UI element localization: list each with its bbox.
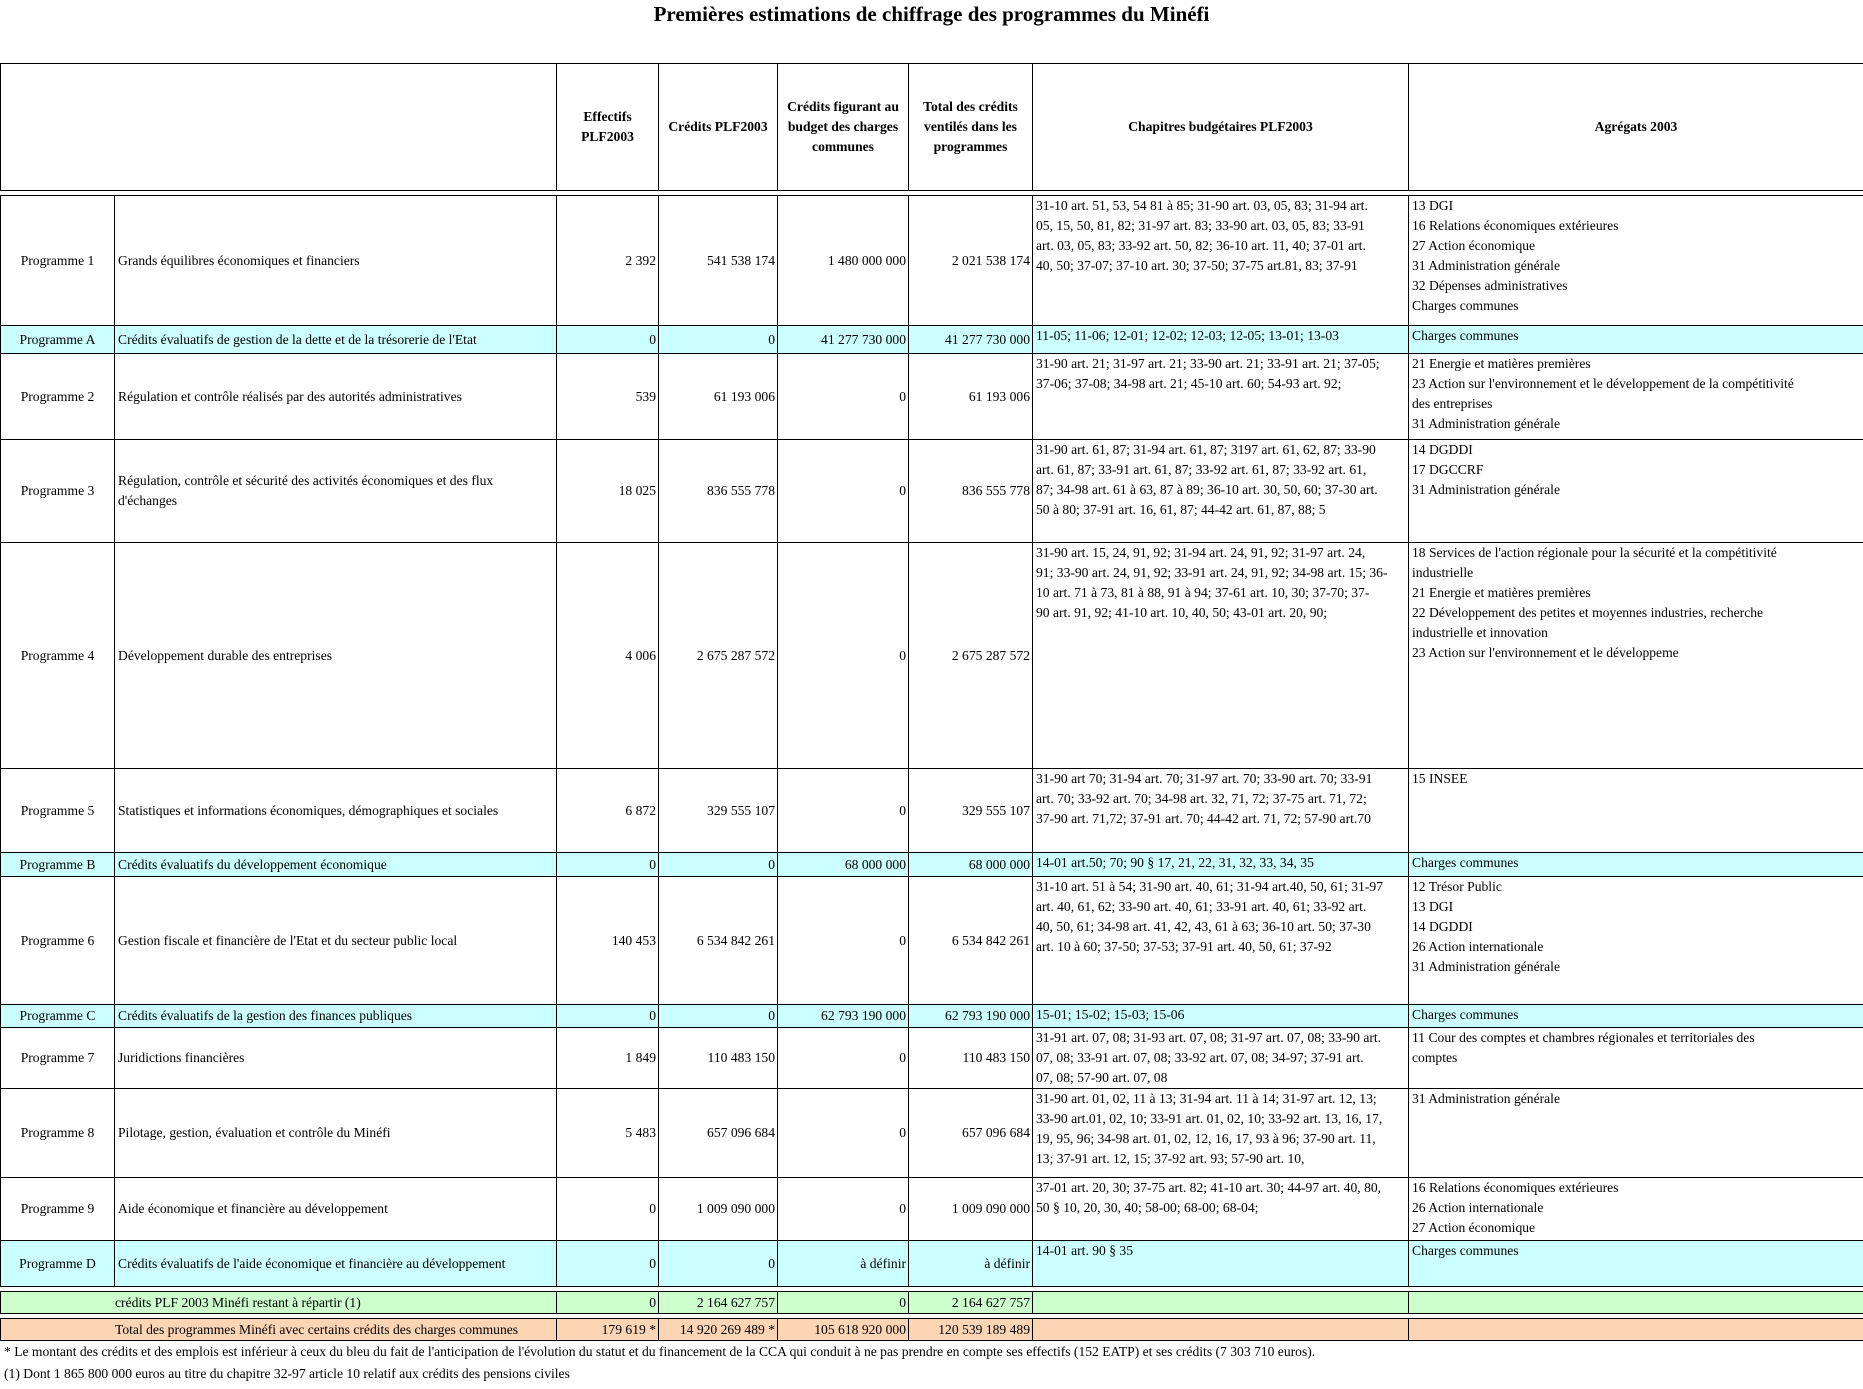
program-code: Programme 1 [1, 196, 115, 326]
total-value: 329 555 107 [909, 769, 1033, 853]
chapitres-cell [1033, 543, 1409, 769]
credits-value: 14 920 269 489 * [659, 1319, 778, 1341]
agregat-line: Charges communes [1412, 1007, 1519, 1022]
charges-communes-value: 0 [778, 1178, 909, 1241]
program-code: Programme 9 [1, 1178, 115, 1241]
agregats-cell [1409, 1241, 1863, 1287]
charges-communes-value: 0 [778, 1089, 909, 1178]
agregat-line: 31 Administration générale [1412, 482, 1560, 497]
chapitre-line: 19, 95, 96; 34-98 art. 01, 02, 12, 16, 17, 93 à 96; 37-90 art. 11, [1036, 1131, 1376, 1146]
agregat-line: 21 Energie et matières premières [1412, 585, 1591, 600]
header-empty [1, 64, 557, 191]
credits-value: 2 164 627 757 [659, 1292, 778, 1314]
footnote-1: (1) Dont 1 865 800 000 euros au titre du chapitre 32-97 article 10 relatif aux crédits des pensions civiles [4, 1366, 570, 1381]
charges-communes-value: 0 [778, 354, 909, 440]
program-code: Programme 6 [1, 877, 115, 1005]
chapitre-line: 05, 15, 50, 81, 82; 31-97 art. 83; 33-90 art. 03, 05, 83; 33-91 [1036, 218, 1365, 233]
total-value: 657 096 684 [909, 1089, 1033, 1178]
charges-communes-value: 0 [778, 877, 909, 1005]
chapitre-line: 31-90 art. 61, 87; 31-94 art. 61, 87; 3197 art. 61, 62, 87; 33-90 [1036, 442, 1376, 457]
chapitre-line: 31-10 art. 51, 53, 54 81 à 85; 31-90 art. 03, 05, 83; 31-94 art. [1036, 198, 1368, 213]
agregats-cell [1409, 1178, 1863, 1241]
chapitre-line: 07, 08; 57-90 art. 07, 08 [1036, 1070, 1168, 1085]
effectifs-value: 0 [557, 1241, 659, 1287]
charges-communes-value: 41 277 730 000 [778, 326, 909, 354]
header-row [1, 64, 1863, 191]
agregat-line: 23 Action sur l'environnement et le développement de la compétitivité [1412, 376, 1794, 391]
chapitre-line: 13; 37-91 art. 12, 15; 37-92 art. 93; 57-90 art. 10, [1036, 1151, 1305, 1166]
chapitre-line: 11-05; 11-06; 12-01; 12-02; 12-03; 12-05; 13-01; 13-03 [1036, 328, 1339, 343]
program-code: Programme 3 [1, 440, 115, 543]
chapitre-line: 31-90 art. 21; 31-97 art. 21; 33-90 art. 21; 33-91 art. 21; 37-05; [1036, 356, 1380, 371]
credits-value: 0 [659, 1005, 778, 1028]
agregats-cell [1409, 877, 1863, 1005]
agregat-line: 16 Relations économiques extérieures [1412, 1180, 1619, 1195]
agregat-line: 23 Action sur l'environnement et le développeme [1412, 645, 1679, 660]
page-title: Premières estimations de chiffrage des programmes du Minéfi [653, 2, 1210, 26]
credits-value: 6 534 842 261 [659, 877, 778, 1005]
chapitres-cell [1033, 1178, 1409, 1241]
agregats-cell [1409, 1028, 1863, 1089]
chapitre-line: 31-90 art. 15, 24, 91, 92; 31-94 art. 24, 91, 92; 31-97 art. 24, [1036, 545, 1366, 560]
credits-value: 657 096 684 [659, 1089, 778, 1178]
effectifs-value: 4 006 [557, 543, 659, 769]
program-label: Développement durable des entreprises [115, 543, 557, 769]
effectifs-value: 539 [557, 354, 659, 440]
agregat-line: 15 INSEE [1412, 771, 1468, 786]
agregats-cell [1409, 196, 1863, 326]
effectifs-value: 0 [557, 326, 659, 354]
program-label: Statistiques et informations économiques, démographiques et sociales [115, 769, 557, 853]
effectifs-value: 0 [557, 853, 659, 877]
chapitre-line: 37-06; 37-08; 34-98 art. 21; 45-10 art. 60; 54-93 art. 92; [1036, 376, 1342, 391]
effectifs-value: 6 872 [557, 769, 659, 853]
agregat-line: Charges communes [1412, 855, 1519, 870]
chapitres-cell [1033, 196, 1409, 326]
total-value: 41 277 730 000 [909, 326, 1033, 354]
chapitres-cell [1033, 440, 1409, 543]
effectifs-value: 5 483 [557, 1089, 659, 1178]
chapitre-line: 33-90 art.01, 02, 10; 33-91 art. 01, 02, 10; 33-92 art. 13, 16, 17, [1036, 1111, 1383, 1126]
totals-row-label: Total des programmes Minéfi avec certains crédits des charges communes [1, 1319, 557, 1341]
chapitres-cell [1033, 1089, 1409, 1178]
total-value: 2 021 538 174 [909, 196, 1033, 326]
chapitre-line: 50 à 80; 37-91 art. 16, 61, 87; 44-42 art. 61, 87, 88; 5 [1036, 502, 1326, 517]
agregat-line: 31 Administration générale [1412, 416, 1560, 431]
chapitre-line: 31-90 art. 01, 02, 11 à 13; 31-94 art. 11 à 14; 31-97 art. 12, 13; [1036, 1091, 1377, 1106]
chapitre-line: 14-01 art. 90 § 35 [1036, 1243, 1134, 1258]
charges-communes-value: 68 000 000 [778, 853, 909, 877]
header-credits: Crédits PLF2003 [659, 64, 778, 191]
effectifs-value: 2 392 [557, 196, 659, 326]
chapitre-line: 37-90 art. 71,72; 37-91 art. 70; 44-42 art. 71, 72; 57-90 art.70 [1036, 811, 1371, 826]
charges-communes-value: 0 [778, 1292, 909, 1314]
charges-communes-value: 0 [778, 1028, 909, 1089]
total-value: à définir [909, 1241, 1033, 1287]
chapitre-line: art. 03, 05, 83; 33-92 art. 50, 82; 36-10 art. 11, 40; 37-01 art. [1036, 238, 1366, 253]
agregat-line: 31 Administration générale [1412, 258, 1560, 273]
credits-value: 0 [659, 326, 778, 354]
chapitres-cell [1033, 877, 1409, 1005]
program-label: Crédits évaluatifs de gestion de la dette et de la trésorerie de l'Etat [115, 326, 557, 354]
table-row [1, 440, 1863, 543]
table-row [1, 1028, 1863, 1089]
chapitre-line: 31-10 art. 51 à 54; 31-90 art. 40, 61; 31-94 art.40, 50, 61; 31-97 [1036, 879, 1383, 894]
charges-communes-value: à définir [778, 1241, 909, 1287]
charges-communes-value: 0 [778, 769, 909, 853]
chapitre-line: 90 art. 91, 92; 41-10 art. 10, 40, 50; 43-01 art. 20, 90; [1036, 605, 1328, 620]
agregat-line: comptes [1412, 1050, 1458, 1065]
program-label: Crédits évaluatifs de la gestion des finances publiques [115, 1005, 557, 1028]
agregat-line: 22 Développement des petites et moyennes industries, recherche [1412, 605, 1764, 620]
effectifs-value: 0 [557, 1005, 659, 1028]
agregats-cell [1409, 1089, 1863, 1178]
chapitres-cell [1033, 326, 1409, 354]
chapitre-line: 15-01; 15-02; 15-03; 15-06 [1036, 1007, 1185, 1022]
agregat-line: 17 DGCCRF [1412, 462, 1484, 477]
credits-value: 61 193 006 [659, 354, 778, 440]
agregat-line: 32 Dépenses administratives [1412, 278, 1568, 293]
totals-row [1, 1319, 1863, 1341]
program-code: Programme C [1, 1005, 115, 1028]
program-code: Programme 5 [1, 769, 115, 853]
agregat-line: 14 DGDDI [1412, 919, 1473, 934]
agregat-line: 31 Administration générale [1412, 1091, 1560, 1106]
total-value: 62 793 190 000 [909, 1005, 1033, 1028]
credits-value: 110 483 150 [659, 1028, 778, 1089]
effectifs-value: 0 [557, 1292, 659, 1314]
charges-communes-value: 62 793 190 000 [778, 1005, 909, 1028]
credits-value: 1 009 090 000 [659, 1178, 778, 1241]
chapitre-line: 31-91 art. 07, 08; 31-93 art. 07, 08; 31-97 art. 07, 08; 33-90 art. [1036, 1030, 1382, 1045]
agregats-cell [1409, 354, 1863, 440]
header-agregats: Agrégats 2003 [1409, 64, 1863, 191]
effectifs-value: 140 453 [557, 877, 659, 1005]
agregat-line: 26 Action internationale [1412, 1200, 1544, 1215]
header-chapitres: Chapitres budgétaires PLF2003 [1033, 64, 1409, 191]
agregat-line: 18 Services de l'action régionale pour la sécurité et la compétitivité [1412, 545, 1777, 560]
agregat-line: industrielle [1412, 565, 1474, 580]
agregats-cell [1409, 769, 1863, 853]
remaining-row-label: crédits PLF 2003 Minéfi restant à répartir (1) [1, 1292, 557, 1314]
header-total: Total des crédits ventilés dans les programmes [909, 64, 1033, 191]
credits-value: 541 538 174 [659, 196, 778, 326]
agregats-cell [1409, 440, 1863, 543]
program-code: Programme 8 [1, 1089, 115, 1178]
program-label: Régulation, contrôle et sécurité des activités économiques et des flux d'échanges [115, 440, 557, 543]
chapitre-line: 87; 34-98 art. 61 à 63, 87 à 89; 36-10 art. 30, 50, 60; 37-30 art. [1036, 482, 1378, 497]
program-label: Juridictions financières [115, 1028, 557, 1089]
effectifs-value: 1 849 [557, 1028, 659, 1089]
agregat-line: 11 Cour des comptes et chambres régionales et territoriales des [1412, 1030, 1755, 1045]
table-row [1, 877, 1863, 1005]
chapitres-cell [1033, 769, 1409, 853]
program-label: Aide économique et financière au développement [115, 1178, 557, 1241]
effectifs-value: 18 025 [557, 440, 659, 543]
total-value: 2 164 627 757 [909, 1292, 1033, 1314]
charges-communes-value: 0 [778, 543, 909, 769]
agregat-line: Charges communes [1412, 298, 1519, 313]
header-effectifs: Effectifs PLF2003 [557, 64, 659, 191]
credits-value: 0 [659, 853, 778, 877]
table-row [1, 1089, 1863, 1178]
table-row [1, 354, 1863, 440]
table-row [1, 769, 1863, 853]
agregat-line: 13 DGI [1412, 899, 1454, 914]
program-label: Grands équilibres économiques et financiers [115, 196, 557, 326]
charges-communes-value: 0 [778, 440, 909, 543]
header-charges-communes: Crédits figurant au budget des charges communes [778, 64, 909, 191]
agregats-cell [1409, 1005, 1863, 1028]
credits-value: 329 555 107 [659, 769, 778, 853]
credits-value: 836 555 778 [659, 440, 778, 543]
agregat-line: 27 Action économique [1412, 1220, 1536, 1235]
agregats-cell [1409, 326, 1863, 354]
chapitres-cell [1033, 354, 1409, 440]
chapitre-line: 14-01 art.50; 70; 90 § 17, 21, 22, 31, 32, 33, 34, 35 [1036, 855, 1314, 870]
total-value: 836 555 778 [909, 440, 1033, 543]
table-row [1, 1178, 1863, 1241]
table-body [1, 196, 1863, 1341]
programmes-table [0, 63, 1863, 1341]
program-code: Programme 7 [1, 1028, 115, 1089]
credits-value: 0 [659, 1241, 778, 1287]
chapitres-cell [1033, 853, 1409, 877]
program-label: Crédits évaluatifs de l'aide économique et financière au développement [115, 1241, 557, 1287]
chapitre-line: 40, 50; 37-07; 37-10 art. 30; 37-50; 37-75 art.81, 83; 37-91 [1036, 258, 1358, 273]
table-row [1, 1241, 1863, 1287]
table-row [1, 853, 1863, 877]
agregats-cell [1409, 853, 1863, 877]
program-label: Régulation et contrôle réalisés par des autorités administratives [115, 354, 557, 440]
program-label: Gestion fiscale et financière de l'Etat et du secteur public local [115, 877, 557, 1005]
charges-communes-value: 1 480 000 000 [778, 196, 909, 326]
program-label: Pilotage, gestion, évaluation et contrôle du Minéfi [115, 1089, 557, 1178]
agregats-cell [1409, 543, 1863, 769]
chapitre-line: 40, 50, 61; 34-98 art. 41, 42, 43, 61 à 63; 36-10 art. 50; 37-30 [1036, 919, 1371, 934]
chapitre-line: 91; 33-90 art. 24, 91, 92; 33-91 art. 24, 91, 92; 34-98 art. 15; 36- [1036, 565, 1388, 580]
agregat-line: 13 DGI [1412, 198, 1454, 213]
agregat-line: 31 Administration générale [1412, 959, 1560, 974]
total-value: 61 193 006 [909, 354, 1033, 440]
agregat-line: 12 Trésor Public [1412, 879, 1502, 894]
total-value: 120 539 189 489 [909, 1319, 1033, 1341]
remaining-row [1, 1292, 1863, 1314]
chapitre-line: 31-90 art 70; 31-94 art. 70; 31-97 art. 70; 33-90 art. 70; 33-91 [1036, 771, 1373, 786]
chapitre-line: art. 10 à 60; 37-50; 37-53; 37-91 art. 40, 50, 61; 37-92 [1036, 939, 1332, 954]
chapitre-line: art. 61, 87; 33-91 art. 61, 87; 33-92 art. 61, 87; 33-92 art. 61, [1036, 462, 1367, 477]
total-value: 68 000 000 [909, 853, 1033, 877]
total-value: 2 675 287 572 [909, 543, 1033, 769]
chapitres-cell [1033, 1005, 1409, 1028]
program-label: Crédits évaluatifs du développement économique [115, 853, 557, 877]
table-row [1, 326, 1863, 354]
empty-cell [1409, 1319, 1863, 1341]
agregat-line: Charges communes [1412, 1243, 1519, 1258]
chapitre-line: 10 art. 71 à 73, 81 à 88, 91 à 94; 37-61 art. 10, 30; 37-70; 37- [1036, 585, 1370, 600]
effectifs-value: 0 [557, 1178, 659, 1241]
chapitre-line: 07, 08; 33-91 art. 07, 08; 33-92 art. 07, 08; 34-97; 37-91 art. [1036, 1050, 1364, 1065]
program-code: Programme 4 [1, 543, 115, 769]
chapitre-line: 50 § 10, 20, 30, 40; 58-00; 68-00; 68-04; [1036, 1200, 1259, 1215]
agregat-line: 27 Action économique [1412, 238, 1536, 253]
agregat-line: des entreprises [1412, 396, 1493, 411]
table-row [1, 1005, 1863, 1028]
table-row [1, 196, 1863, 326]
empty-cell [1033, 1292, 1409, 1314]
total-value: 110 483 150 [909, 1028, 1033, 1089]
credits-value: 2 675 287 572 [659, 543, 778, 769]
program-code: Programme A [1, 326, 115, 354]
program-code: Programme B [1, 853, 115, 877]
agregat-line: 14 DGDDI [1412, 442, 1473, 457]
agregat-line: Charges communes [1412, 328, 1519, 343]
footnote-asterisk: * Le montant des crédits et des emplois est inférieur à ceux du bleu du fait de l'anticipation de l'évolution du statut et du financement de la CCA qui conduit à ne pas prendre en compte ses effectifs (152 EATP) et ses crédits (7 303 710 euros). [4, 1344, 1316, 1359]
total-value: 1 009 090 000 [909, 1178, 1033, 1241]
program-code: Programme 2 [1, 354, 115, 440]
total-value: 6 534 842 261 [909, 877, 1033, 1005]
program-code: Programme D [1, 1241, 115, 1287]
chapitre-line: art. 40, 61, 62; 33-90 art. 40, 61; 33-91 art. 40, 61; 33-92 art. [1036, 899, 1367, 914]
agregat-line: 21 Energie et matières premières [1412, 356, 1591, 371]
agregat-line: industrielle et innovation [1412, 625, 1548, 640]
chapitre-line: 37-01 art. 20, 30; 37-75 art. 82; 41-10 art. 30; 44-97 art. 40, 80, [1036, 1180, 1382, 1195]
effectifs-value: 179 619 * [557, 1319, 659, 1341]
empty-cell [1033, 1319, 1409, 1341]
chapitre-line: art. 70; 33-92 art. 70; 34-98 art. 32, 71, 72; 37-75 art. 71, 72; [1036, 791, 1367, 806]
table-row [1, 543, 1863, 769]
agregat-line: 26 Action internationale [1412, 939, 1544, 954]
charges-communes-value: 105 618 920 000 [778, 1319, 909, 1341]
empty-cell [1409, 1292, 1863, 1314]
agregat-line: 16 Relations économiques extérieures [1412, 218, 1619, 233]
chapitres-cell [1033, 1241, 1409, 1287]
chapitres-cell [1033, 1028, 1409, 1089]
